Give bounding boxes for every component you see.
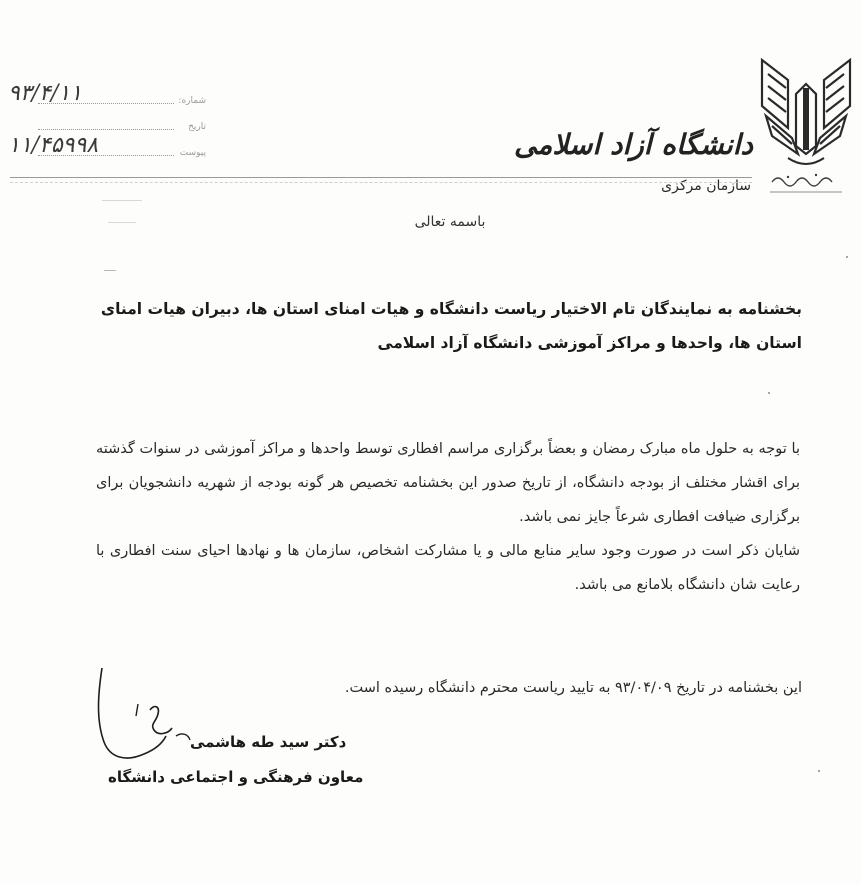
signer-title: معاون فرهنگی و اجتماعی دانشگاه xyxy=(108,768,364,786)
attachment-row xyxy=(8,133,208,160)
body-paragraph: شایان ذکر است در صورت وجود سایر منابع مالی و یا مشارکت اشخاص، سازمان ها و نهادها احیای سنت افطاری با رعایت شان دانشگاه بلامانع می باشد. xyxy=(96,543,800,593)
date-row xyxy=(8,110,208,134)
university-name: دانشگاه آزاد اسلامی xyxy=(513,128,753,161)
date-label: تاریخ xyxy=(188,122,206,132)
organization-name: سازمان مرکزی xyxy=(661,178,751,194)
letter-body xyxy=(96,432,800,602)
approval-note: این بخشنامه در تاریخ ۹۳/۰۴/۰۹ به تایید ریاست محترم دانشگاه رسیده است. xyxy=(344,680,802,696)
reference-number-value: ۹۳/۴/۱۱ xyxy=(8,81,82,106)
letter-subject: بخشنامه به نمایندگان تام الاختیار ریاست دانشگاه و هیات امنای استان ها، دبیران هیات امنای استان ها، واحدها و مراکز آموزشی دانشگاه آزاد اسلامی xyxy=(100,300,802,352)
scan-mark xyxy=(102,200,142,201)
scan-speck xyxy=(846,256,848,258)
scan-speck xyxy=(818,770,820,772)
attachment-label: پیوست xyxy=(179,148,206,158)
dotted-line xyxy=(38,129,174,130)
salutation: باسمه تعالی xyxy=(414,214,486,230)
scan-mark xyxy=(108,222,136,223)
signer-name: دکتر سید طه هاشمی xyxy=(190,733,347,751)
header-divider xyxy=(10,177,752,178)
university-emblem xyxy=(758,54,854,204)
header-divider-dashed xyxy=(10,182,752,183)
handwritten-signature xyxy=(92,664,202,774)
scan-mark xyxy=(104,270,116,271)
body-paragraph: با توجه به حلول ماه مبارک رمضان و بعضاً برگزاری مراسم افطاری توسط واحدها و مراکز آموزشی در سنوات گذشته برای اقشار مختلف از بودجه دانشگاه، از تاریخ صدور این بخشنامه تخصیص هر گونه بودجه از شهریه دانشجویان برای برگزاری ضیافت افطاری شرعاً جایز نمی باشد. xyxy=(96,441,800,525)
letter-reference-block xyxy=(8,81,208,174)
scan-speck xyxy=(768,392,770,394)
reference-number-row xyxy=(8,81,208,108)
reference-number-label: شماره: xyxy=(178,96,206,106)
attachment-value: ۱۱/۴۵۹۹۸ xyxy=(8,133,99,158)
